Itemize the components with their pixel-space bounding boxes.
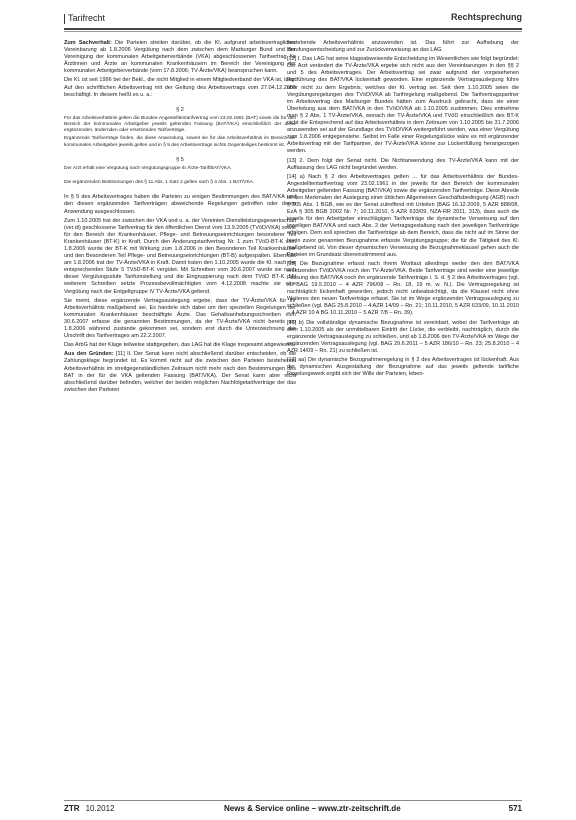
sachverhalt-text: Die Parteien streiten darüber, ob die Kl. aufgrund arbeitsvertraglicher Vereinbarung ab 1.8.2006 Vergütung nach dem zwischen dem Marburger Bund und der Vereinigung der kommunalen Arbeitgeberverbände (VKA) abgeschlossenen Tarifvertrag für Ärztinnen und Ärzte an kommunalen Krankenhäusern im Bereich der Vereinigung der kommunalen Arbeitgeberverbände (vom 17.8.2006; TV-Ärzte/VKA) beanspruchen kann. [64,40,296,75]
gruende-label: Aus den Gründen: [64,351,114,358]
header-rule-thin [64,31,522,32]
sachverhalt-label: Zum Sachverhalt: [64,40,112,46]
body-paragraph: [13] 2. Dem folgt der Senat nicht. Die Nichtanwendung des TV-Ärzte/VKA kann mit der Auffassung des LAG nicht begründet werden. [287,157,519,171]
section-sign: § 2 [176,106,184,113]
body-paragraph: [17] aa) Die dynamische Bezugnahmeregelung in § 2 des Arbeitsvertrages ist lückenhaft. Aus der dynamischen Ausgestaltung der Bezugnahme auf das jeweils geltende tarifliche Regelungswerk ergibt sich der Wille der Parteien, leben- [287,357,519,378]
contract-clause: Die ergänzenden Bestimmungen des § 11 Abs. 1 Satz 2 gelten nach § 3 Abs. 1 BAT/VKA. [64,180,255,186]
section-label [64,13,105,24]
sachverhalt-paragraph [64,40,296,75]
section-title: Tarifrecht [68,13,106,23]
body-paragraph: In § 5 des Arbeitsvertrages haben die Parteien zu einigen Bestimmungen des BAT/VKA und den diesen ergänzenden Tarifverträgen abweichende Regelungen getroffen oder deren Anwendung ausgeschlossen. [64,194,296,215]
body-paragraph: Zum 1.10.2005 trat der zwischen der VKA und u. a. der Vereinten Dienstleistungsgewerkschaft (ver.di) geschlossene Tarifvertrag für den öffentlichen Dienst vom 13.9.2005 (TVöD/VKA) sowie für den Bereich der Krankenhäuser, Pflege- und Betreuungseinrichtungen besonderer Teil Krankenhäuser (BT-K) in Kraft. Durch den Änderungstarifvertrag Nr. 1 zum TVöD-BT-K vom 1.8.2006 wurde der BT-K mit Wirkung zum 1.8.2006 in den Besonderen Teil Krankenhäuser und den Besonderen Teil Pflege- und Betreuungseinrichtungen (BT-B) aufgespalten. Ebenfalls am 1.8.2006 trat der TV-Ärzte/VKA in Kraft. Damit traten den 1.10.2005 wurde die Kl. nach der entsprechenden Stufe 5 TVöD-BT-K vergütet. Mit Schreiben vom 30.6.2007 wurde sie nach dieser Vergütungsstufe Tarifumstellung und die Eingruppierung nach dem TVöD BT-K. Mit weiterem Schreiben setzte Prozessbevollmächtigten vom 4.12.2008 machte sie eine Vergütung nach der Entgeltgruppe IV TV-Ärzte/VKA geltend. [64,217,296,295]
contract-clause: Für das Arbeitsverhältnis gelten die Bundes-Angestelltentarifvertrag vom 23.02.1961 (BAT) sowie die für den Bereich der kommunalen Arbeitgeber jeweils geltenden Fassung (BAT/VKA) einschließlich der diese ergänzenden, ändernden oder ersetzenden Tarifverträge. [64,115,296,134]
body-paragraph: Sie meint, diese ergänzende Vertragsauslegung ergebe, dass der TV-Ärzte/VKA für ihr Arbeitsverhältnis maßgebend sei. Es handele sich dabei um den speziellen Regelungen der kommunalen Krankenhäuser beschäftigte Ärzte. Das Gehaltsanhebungsschreiben vom 30.6.2007 erfasse die genannten Bestimmungen, da der TV-Ärzte/VKA nicht bereits am 1.8.2006 während zustande gekommen sei, sondern erst durch die Unterzeichnung der Urschrift des Tarifvertrages am 22.2.2007. [64,297,296,340]
body-paragraph: [14] a) Nach § 2 des Arbeitsvertrages gelten ... für das Arbeitsverhältnis der Bundes-Angestelltentarifvertrag vom 23.02.1961 in der jeweils für den Bereich der kommunalen Arbeitgeber geltenden Fassung (BAT/VKA) sowie die ergänzenden Tarifverträge. Diese Abrede ist den Merkmalen der Auslegung einer üblichen Allgemeinen Geschäftsbedingung (AGB) nach § 305 Abs. 1 BGB, wie es der Senat zutreffend mit Urteilen (BAG 16.12.2009, 5 AZR 888/08, EzA § 305 BGB 2002 Nr. 7; 10.11.2010, 5 AZR 633/09, NZA-RR 2011, 313), dass auch die jeweils für den Arbeitgeber einschlägigen Tarifverträge die dynamische Verweisung auf den jeweiligen BAT/VKA und nach Abs. 2 der Vertragsgestaltung nach den jeweiligen Tarifverträge erfolgen. Dem soll sprechen die Tarifverträge ab dem Bereich, dass die nicht auf im Sinne der hierin zuvor genannten Bezugnahme erfasste Vergütungsgruppe; die für die Tätigkeit des Kl. maßgebend ist. Von dieser dynamischen Verweisung die Bezugnahmeklausel gehen auch die Parteien im Grundsatz übereinstimmend aus. [287,173,519,258]
journal-name: ZTR [64,804,80,813]
gruende-paragraph [64,351,296,394]
issue-number: 10.2012 [85,804,115,813]
contract-clause: Ergänzende Tarifverträge finden, die diese Anwendung, soweit sie für das Arbeitsverhältnis im Bereich der kommunalen Arbeitgeber jeweils gelten und in § 5 des Arbeitsvertrags nichts Gegenteiliges bestimmt ist. [64,136,296,148]
body-paragraph: Das ArbG hat der Klage teilweise stattgegeben, das LAG hat die Klage insgesamt abgewiesen. [64,342,296,349]
section-sign: § 5 [176,156,184,163]
left-column [64,40,296,396]
facts-paragraph: Die Kl. ist seit 1996 bei der Bekl., die nicht Mitglied in einem Mitgliedverband der VKA ist, tätig. Auf den schriftlichen Arbeitsvertrag mit der Geltung des Arbeitsvertrags vom 27.04.12.2005 beschäftigt. In diesem heißt es u. a.: [64,77,296,98]
body-paragraph: [16] b) Die vollständige dynamische Bezugnahme ist vereinbart, wobei der Tarifverträge ab dem 1.10.2005 als der unmittelbaren Eintritt der Lücke, die verbleibt, nachträglich, durch die ergänzende Vertragsauslegung zu schließen, und ab 1.8.2006 den TV-Ärzte/VKA im Wege der ergänzenden Vertragsauslegung (vgl. BAG 29.6.2011 – 5 AZR 186/10 – Rn. 23; 25.8.2010 – 4 AZR 14/09 – Rn. 21) zu schließen ist. [287,319,519,354]
footer-journal [64,804,114,813]
gruende-text: [11] II. Der Senat kann nicht abschließend darüber entscheiden, ob die Zahlungsklage begründet ist. Es kommt nicht auf die zwischen den Parteien bestehende Arbeitsverhältnis im streitgegenständlichen Zeitraum nicht mehr nach den Bestimmungen des BAT in der für die VKA geltenden Fassung (BAT/VKA). Der Senat kann aber nicht abschließend darüber befinden, welcher der beiden möglichen Nachfolgetarifverträge der das zwischen den Parteien [64,351,296,393]
page-header [0,0,576,30]
contract-clause: Der Arzt erhält eine Vergütung nach Vergütungsgruppe Ib Ärzte-Tarif/BAT/VKA. [64,165,232,171]
right-column [287,40,519,380]
body-paragraph: [12] I. Das LAG hat seine klageabweisende Entscheidung im Wesentlichen wie folgt begründet: Der Arzt verändert die TV-Ärzte/VKA ergebe sich nicht aus den Vereinbarungen in den §§ 2 und 5 des Arbeitsvertrages. Der Arbeitsvertrag sei zwar aufgrund der vorgesehenen Fortführung des BAT/VKA lückenhaft geworden. Eine ergänzende Vertragsauslegung führe aber nicht zu dem Ergebnis, welches der Kl. vertrag sei. Seit dem 1.10.2005 seien die Vergütungsregelungen des TVöD/VKA ab Tarifregelung maßgebend. Die Tarifvertragspartner im Arbeitsvertrag des Marburger Bundes hätten zum Ausdruck gebracht, dass sie einer Überleitung aus dem BAT/VKA in den TVöD/VKA ab 1.10.2005 zustimmen. Dies entnehme man § 2 Abs. 1 TV-Ärzte/VKA, wonach der TV-Ärzte/VKA und TVöD einschließlich des BT-K nicht die Entsprechend auf das Arbeitsverhältnis in dem Zeitraum von 1.10.2005 bis 31.7.2006 anzuwenden sei auf der Grundlage des TVöD/VKA weitergeführt werden, was einer Vergütung zum 1.8.2006 entgegenstehe. Selbst im Falle einer Regelungslücke wäre es mit ergänzender Arbeitsvertrag mit der Tarifpartner, der TV-Ärzte/VKA könne zur Lückenfüllung herangezogen werden. [287,56,519,155]
body-paragraph: bestehende Arbeitsverhältnis anzuwenden ist. Das führt zur Aufhebung der Berufungsentscheidung und zur Zurückverweisung an das LAG. [287,40,519,54]
header-rule [64,28,522,30]
body-paragraph: [15] Die Bezugnahme erfasst nach ihrem Wortlaut allerdings weder den den BAT/VKA ersetzenden TVöD/VKA noch den TV-Ärzte/VKA. Beide Tarifverträge sind weder eine jeweilige Fassung des BAT/VKA noch ihn ergänzende Tarifverträge i. S. d. § 2 des Arbeitsvertrages (vgl. zu BAG 19.5.2010 – 4 AZR 796/08 – Rn. 18, 19 m. w. N.). Die Vertragsregelung ist nachträglich lückenhaft geworden, jedoch nicht unbeabsichtigt, da die Klausel nicht ohne Weiteres den neuen Tarifverträge erfasst. Sie ist im Wege ergänzender Vertragsauslegung zu schließen (vgl. BAG 25.8.2010 – 4 AZR 14/09 – Rn. 21; 10.11.2010, 5 AZR 633/09, 10.11.2010 – 4 AZR 10 A BG 10.11.2010 – 5 AZR 7/8 – Rn. 39). [287,260,519,317]
footer-website[interactable]: News & Service online – www.ztr-zeitschrift.de [224,804,401,813]
rubric-label: Rechtsprechung [450,12,522,22]
section-bar [64,14,65,24]
page-number: 571 [508,804,522,813]
page-footer [64,800,522,815]
